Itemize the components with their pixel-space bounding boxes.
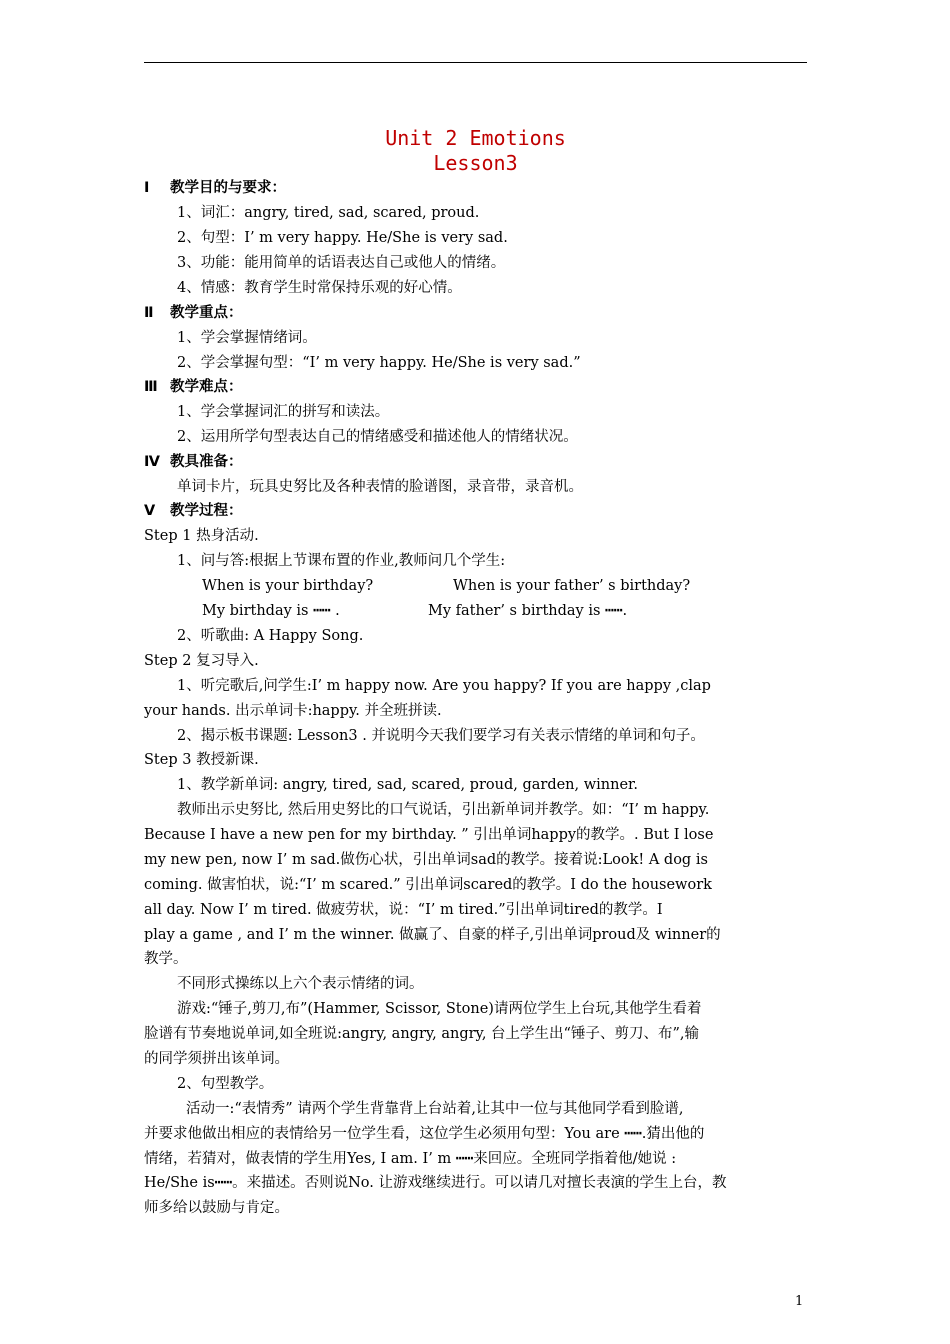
section-label: 教学目的与要求： [170, 180, 286, 196]
step-heading: Step 1 热身活动. [144, 528, 259, 544]
text-line: 1、学会掌握情绪词。 [177, 330, 317, 346]
section-heading-1 [144, 178, 808, 198]
text-line: 2、揭示板书课题: Lesson3 . 并说明今天我们要学习有关表示情绪的单词和句子。 [177, 728, 705, 744]
text-line: Because I have a new pen for my birthday. ” 引出单词happy的教学。. But I lose [144, 827, 714, 843]
section-heading-4 [144, 452, 808, 472]
text-line: 2、运用所学句型表达自己的情绪感受和描述他人的情绪状况。 [177, 429, 578, 445]
text-line: 4、情感：教育学生时常保持乐观的好心情。 [177, 280, 462, 296]
text-line: play a game , and I’ m the winner. 做赢了、自豪的样子,引出单词proud及 winner的 [144, 927, 721, 943]
text-line: 活动一:“表情秀” 请两个学生背靠背上台站着,让其中一位与其他同学看到脸谱, [186, 1101, 684, 1117]
text-line: 不同形式操练以上六个表示情绪的词。 [177, 976, 424, 992]
text-line: my new pen, now I’ m sad.做伤心状，引出单词sad的教学。接着说:Look! A dog is [144, 852, 708, 868]
section-label: 教学过程： [170, 503, 243, 519]
text-line: 2、听歌曲: A Happy Song. [177, 628, 364, 644]
text-line: 1、听完歌后,问学生:I’ m happy now. Are you happy? If you are happy ,clap [177, 678, 711, 694]
text-line: coming. 做害怕状，说:“I’ m scared.” 引出单词scared的教学。I do the housework [144, 877, 712, 893]
section-number: Ⅲ [144, 379, 158, 395]
text-line: 1、词汇：angry, tired, sad, scared, proud. [177, 205, 480, 221]
section-number: Ⅴ [144, 503, 156, 519]
text-line: 游戏:“锤子,剪刀,布”(Hammer, Scissor, Stone)请两位学生上台玩,其他学生看着 [177, 1001, 702, 1017]
text-line: 教学。 [144, 951, 188, 967]
section-label: 教学重点： [170, 305, 243, 321]
text-line: 3、功能：能用简单的话语表达自己或他人的情绪。 [177, 255, 506, 271]
text-line: When is your birthday? [202, 578, 374, 594]
text-line: He/She is┅┅。来描述。否则说No. 让游戏继续进行。可以请几对擅长表演的学生上台，教 [144, 1175, 727, 1191]
text-line: 2、句型教学。 [177, 1076, 274, 1092]
text-line: 1、教学新单词: angry, tired, sad, scared, proud, garden, winner. [177, 777, 638, 793]
text-line: 教师出示史努比, 然后用史努比的口气说话，引出新单词并教学。如：“I’ m happy. [177, 802, 710, 818]
header-rule [144, 62, 807, 63]
document-title: Unit 2 Emotions [385, 126, 566, 150]
text-line: 脸谱有节奏地说单词,如全班说:angry, angry, angry, 台上学生出“锤子、剪刀、布”,输 [144, 1026, 699, 1042]
section-label: 教学难点： [170, 379, 243, 395]
text-line: 2、句型：I’ m very happy. He/She is very sad. [177, 230, 508, 246]
section-number: Ⅰ [144, 180, 150, 196]
section-heading-5 [144, 501, 808, 521]
text-line: 1、学会掌握词汇的拼写和读法。 [177, 404, 390, 420]
section-number: Ⅳ [144, 454, 160, 470]
text-line: 师多给以鼓励与肯定。 [144, 1200, 289, 1216]
document-subtitle: Lesson3 [433, 151, 518, 175]
text-line: My father’ s birthday is ┅┅. [428, 603, 628, 619]
step-heading: Step 2 复习导入. [144, 653, 259, 669]
text-line: 的同学须拼出该单词。 [144, 1051, 289, 1067]
text-line: 并要求他做出相应的表情给另一位学生看，这位学生必须用句型：You are ┅┅.猜出他的 [144, 1126, 705, 1142]
section-heading-2 [144, 303, 808, 323]
section-heading-3 [144, 377, 808, 397]
text-line: My birthday is ┅┅ . [202, 603, 340, 619]
section-label: 教具准备： [170, 454, 243, 470]
page-number: 1 [795, 1294, 804, 1309]
text-line: 2、学会掌握句型：“I’ m very happy. He/She is very sad.” [177, 355, 581, 371]
text-line: all day. Now I’ m tired. 做疲劳状，说：“I’ m tired.”引出单词tired的教学。I [144, 902, 663, 918]
text-line: 情绪，若猜对，做表情的学生用Yes, I am. I’ m ┅┅来回应。全班同学指着他/她说 : [144, 1151, 677, 1167]
text-line: your hands. 出示单词卡:happy. 并全班拼读. [144, 703, 442, 719]
section-number: Ⅱ [144, 305, 154, 321]
text-line: 1、问与答:根据上节课布置的作业,教师问几个学生: [177, 553, 506, 569]
text-line: 单词卡片，玩具史努比及各种表情的脸谱图，录音带，录音机。 [177, 479, 583, 495]
text-line: When is your father’ s birthday? [453, 578, 691, 594]
step-heading: Step 3 教授新课. [144, 752, 259, 768]
